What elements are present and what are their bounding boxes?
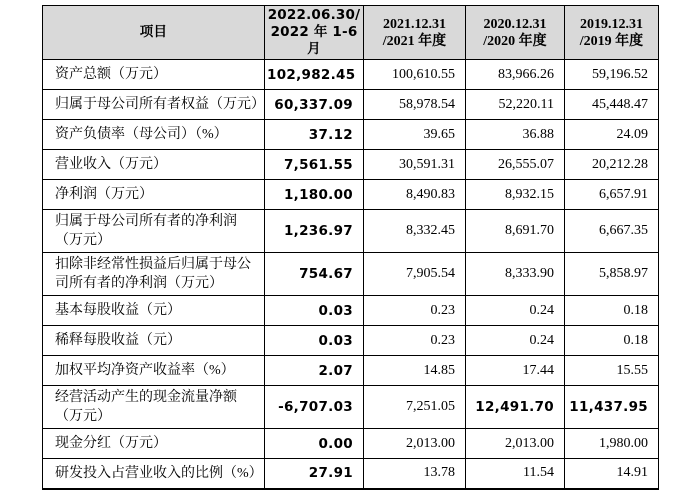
value-cell: 39.65 — [364, 120, 466, 150]
financial-summary-table — [42, 5, 659, 490]
value-cell: 1,180.00 — [265, 180, 364, 210]
value-cell: 0.24 — [466, 296, 565, 326]
table-row-diluted-eps — [43, 326, 659, 356]
value-cell: 8,332.45 — [364, 210, 466, 253]
value-cell: 6,667.35 — [565, 210, 659, 253]
value-cell: 26,555.07 — [466, 150, 565, 180]
table-row-operating-cash-flow — [43, 386, 659, 429]
value-cell: 7,905.54 — [364, 253, 466, 296]
period-range: 2022 年 1-6 月 — [270, 24, 358, 57]
column-header-period-2022 — [265, 6, 364, 60]
value-cell: 0.23 — [364, 296, 466, 326]
row-label: 现金分红（万元） — [43, 429, 265, 459]
value-cell: 59,196.52 — [565, 60, 659, 90]
period-date: 2021.12.31 — [383, 16, 446, 32]
table-row-rd-ratio — [43, 459, 659, 489]
value-cell: 11,437.95 — [565, 386, 659, 429]
table-row-parent-equity — [43, 90, 659, 120]
value-cell: 27.91 — [265, 459, 364, 489]
value-cell: 11.54 — [466, 459, 565, 489]
column-header-period-2020 — [466, 6, 565, 60]
row-label: 扣除非经常性损益后归属于母公司所有者的净利润（万元） — [43, 253, 265, 296]
value-cell: 2,013.00 — [364, 429, 466, 459]
value-cell: 14.91 — [565, 459, 659, 489]
row-label: 研发投入占营业收入的比例（%） — [43, 459, 265, 489]
value-cell: 14.85 — [364, 356, 466, 386]
table-row-debt-ratio — [43, 120, 659, 150]
table-row-basic-eps — [43, 296, 659, 326]
value-cell: 1,236.97 — [265, 210, 364, 253]
row-label: 归属于母公司所有者权益（万元） — [43, 90, 265, 120]
column-header-period-2021 — [364, 6, 466, 60]
value-cell: 0.00 — [265, 429, 364, 459]
table-row-parent-net-profit — [43, 210, 659, 253]
row-label: 营业收入（万元） — [43, 150, 265, 180]
value-cell: 30,591.31 — [364, 150, 466, 180]
value-cell: 2.07 — [265, 356, 364, 386]
header-row — [43, 6, 659, 60]
value-cell: 8,490.83 — [364, 180, 466, 210]
period-range: /2019 年度 — [579, 33, 644, 49]
row-label: 归属于母公司所有者的净利润（万元） — [43, 210, 265, 253]
value-cell: 0.03 — [265, 326, 364, 356]
value-cell: 0.24 — [466, 326, 565, 356]
row-label: 资产总额（万元） — [43, 60, 265, 90]
table-row-cash-dividend — [43, 429, 659, 459]
table-row-deducted-net-profit — [43, 253, 659, 296]
row-label: 稀释每股收益（元） — [43, 326, 265, 356]
value-cell: 15.55 — [565, 356, 659, 386]
value-cell: 8,333.90 — [466, 253, 565, 296]
row-label: 经营活动产生的现金流量净额（万元） — [43, 386, 265, 429]
value-cell: 24.09 — [565, 120, 659, 150]
table-row-weighted-roe — [43, 356, 659, 386]
value-cell: 5,858.97 — [565, 253, 659, 296]
value-cell: 0.03 — [265, 296, 364, 326]
column-header-item: 项目 — [43, 6, 265, 60]
value-cell: -6,707.03 — [265, 386, 364, 429]
value-cell: 13.78 — [364, 459, 466, 489]
value-cell: 37.12 — [265, 120, 364, 150]
period-date: 2022.06.30/ — [267, 7, 361, 23]
value-cell: 60,337.09 — [265, 90, 364, 120]
value-cell: 83,966.26 — [466, 60, 565, 90]
row-label: 基本每股收益（元） — [43, 296, 265, 326]
value-cell: 36.88 — [466, 120, 565, 150]
value-cell: 6,657.91 — [565, 180, 659, 210]
value-cell: 1,980.00 — [565, 429, 659, 459]
value-cell: 8,691.70 — [466, 210, 565, 253]
row-label: 净利润（万元） — [43, 180, 265, 210]
value-cell: 2,013.00 — [466, 429, 565, 459]
table-row-revenue — [43, 150, 659, 180]
period-date: 2019.12.31 — [580, 16, 643, 32]
value-cell: 45,448.47 — [565, 90, 659, 120]
value-cell: 52,220.11 — [466, 90, 565, 120]
period-date: 2020.12.31 — [483, 16, 547, 32]
value-cell: 7,251.05 — [364, 386, 466, 429]
value-cell: 8,932.15 — [466, 180, 565, 210]
column-header-period-2019 — [565, 6, 659, 60]
row-label: 资产负债率（母公司）（%） — [43, 120, 265, 150]
value-cell: 58,978.54 — [364, 90, 466, 120]
table-row-net-profit — [43, 180, 659, 210]
value-cell: 100,610.55 — [364, 60, 466, 90]
value-cell: 0.18 — [565, 326, 659, 356]
value-cell: 754.67 — [265, 253, 364, 296]
value-cell: 17.44 — [466, 356, 565, 386]
value-cell: 20,212.28 — [565, 150, 659, 180]
period-range: /2021 年度 — [382, 33, 447, 49]
value-cell: 102,982.45 — [265, 60, 364, 90]
row-label: 加权平均净资产收益率（%） — [43, 356, 265, 386]
value-cell: 0.23 — [364, 326, 466, 356]
table-row-total-assets — [43, 60, 659, 90]
value-cell: 12,491.70 — [466, 386, 565, 429]
value-cell: 7,561.55 — [265, 150, 364, 180]
value-cell: 0.18 — [565, 296, 659, 326]
period-range: /2020 年度 — [483, 33, 547, 49]
